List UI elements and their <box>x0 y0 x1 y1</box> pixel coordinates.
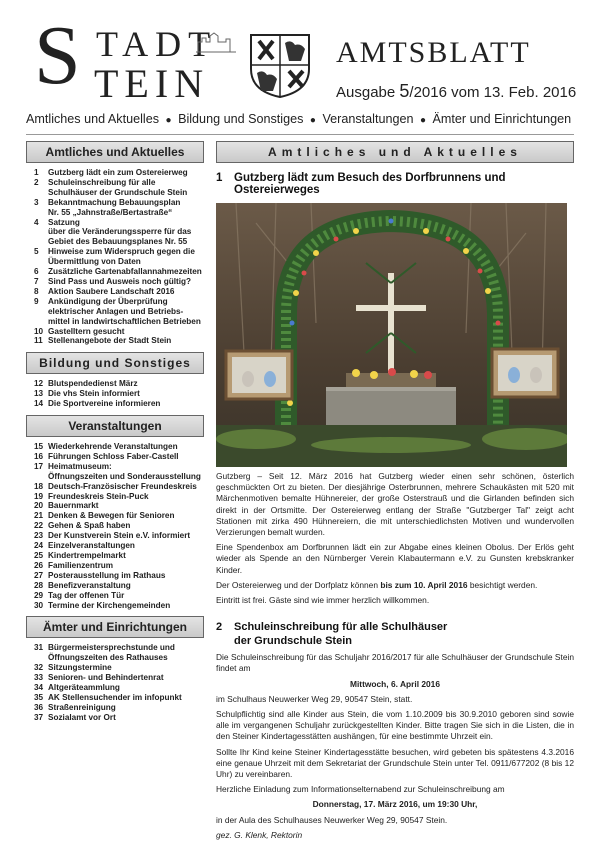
toc-item-number: 25 <box>34 551 44 560</box>
toc-item[interactable] <box>34 561 204 571</box>
toc-item-title: Die vhs Stein informiert <box>48 389 140 399</box>
toc-item-title: Satzung über die Veränderungssperre für das Gebiet des Bebauungsplanes Nr. 55 <box>48 217 192 247</box>
toc-item[interactable] <box>34 521 204 531</box>
toc-item-title: Freundeskreis Stein-Puck <box>48 491 149 501</box>
toc-item[interactable] <box>34 336 204 346</box>
toc-item-number: 29 <box>34 590 44 600</box>
stadt-stein-logo <box>34 9 244 106</box>
article-paragraph: Die Schuleinschreibung für das Schuljahr 2016/2017 für alle Schulhäuser der Grundschule Stein findet am <box>216 652 574 674</box>
toc-item[interactable] <box>34 168 204 178</box>
bullet-icon: ● <box>419 115 427 126</box>
article-paragraph: Eintritt ist frei. Gäste sind wie immer herzlich willkommen. <box>216 595 430 606</box>
toc-section-heading: Amtliches und Aktuelles <box>26 141 204 163</box>
toc-item-number: 4 <box>34 217 39 227</box>
toc-item[interactable] <box>34 501 204 511</box>
table-of-contents <box>26 141 204 729</box>
toc-item[interactable] <box>34 327 204 337</box>
easter-fountain-photo <box>216 203 567 467</box>
toc-item-title: AK Stellensuchender im infopunkt <box>48 692 182 702</box>
toc-item-title: Wiederkehrende Veranstaltungen <box>48 442 178 452</box>
toc-item[interactable] <box>34 581 204 591</box>
toc-item-number: 22 <box>34 521 44 531</box>
article-paragraph: Sollte Ihr Kind keine Steiner Kindertagesstätte besuchen, wird gebeten bis spätestens 4.3.2016 eine genaue Uhrzeit mit dem Sekretariat der Grundschule Stein unter Tel. 0911/677202 (8 bis 12 Uhr) zu vereinbaren. <box>216 746 574 780</box>
toc-item-title: Ankündigung der Überprüfung elektrischer Anlagen und Betriebs- mittel in landwirtschaftlichen Betrieben <box>48 296 201 326</box>
nav-item-aemter[interactable]: Ämter und Einrichtungen <box>432 112 572 126</box>
article-title-text: Gutzberg lädt zum Besuch des Dorfbrunnens und Ostereierweges <box>234 172 506 196</box>
toc-item[interactable] <box>34 713 204 723</box>
article-paragraph: Der Ostereierweg und der Dorfplatz können bis zum 10. April 2016 besichtigt werden. <box>216 579 538 590</box>
toc-item-title: Sitzungstermine <box>48 663 112 673</box>
toc-item[interactable] <box>34 198 204 218</box>
toc-item[interactable] <box>34 683 204 693</box>
signature: gez. G. Klenk, Rektorin <box>216 829 303 840</box>
event-date: Donnerstag, 17. März 2016, um 19:30 Uhr, <box>312 799 478 810</box>
toc-item-title: Senioren- und Behindertenrat <box>48 673 164 683</box>
toc-item[interactable] <box>34 492 204 502</box>
issue-date: /2016 vom 13. Feb. 2016 <box>409 84 577 101</box>
toc-item[interactable] <box>34 693 204 703</box>
toc-item-title: Denken & Bewegen für Senioren <box>48 511 175 521</box>
toc-item-title: Familienzentrum <box>48 560 114 570</box>
bullet-icon: ● <box>309 115 316 126</box>
toc-item[interactable] <box>34 551 204 561</box>
toc-item[interactable] <box>34 399 204 409</box>
logo-word-tadt: TADT <box>96 24 218 64</box>
article-paragraph: Eine Spendenbox am Dorfbrunnen lädt ein zur Abgabe eines kleinen Obolus. Der Erlös geht wieder als Spende an den Nürnberger Verein Klabautermann e.V. zu Gunsten krebskranker Kinder. <box>216 542 574 575</box>
toc-item-title: Sind Pass und Ausweis noch gültig? <box>48 276 191 286</box>
event-date: Mittwoch, 6. April 2016 <box>350 678 440 689</box>
toc-item-number: 37 <box>34 712 44 722</box>
toc-item-number: 28 <box>34 580 44 590</box>
toc-item[interactable] <box>34 462 204 482</box>
toc-item-number: 36 <box>34 702 44 712</box>
toc-item-title: Termine der Kirchengemeinden <box>48 600 171 610</box>
toc-item-title: Benefizveranstaltung <box>48 580 131 590</box>
toc-item-title: Kindertrempelmarkt <box>48 551 126 560</box>
toc-item[interactable] <box>34 703 204 713</box>
toc-item-number: 3 <box>34 197 39 207</box>
toc-list <box>26 442 204 610</box>
article-paragraph: Herzliche Einladung zum Informationselternabend zur Schuleinschreibung am <box>216 784 505 795</box>
toc-item-number: 17 <box>34 461 44 471</box>
toc-item-title: Bürgermeistersprechstunde und Öffnungszeiten des Rathauses <box>48 643 175 663</box>
toc-item[interactable] <box>34 673 204 683</box>
toc-item[interactable] <box>34 389 204 399</box>
toc-item-title: Bekanntmachung Bebauungsplan Nr. 55 „Jahnstraße/Bertastraße“ <box>48 197 181 217</box>
toc-list <box>26 168 204 346</box>
issue-prefix: Ausgabe <box>336 84 396 101</box>
toc-item[interactable] <box>34 643 204 663</box>
toc-section-heading: Bildung und Sonstiges <box>26 352 204 374</box>
toc-item[interactable] <box>34 277 204 287</box>
toc-item[interactable] <box>34 591 204 601</box>
toc-item-title: Gastelltern gesucht <box>48 326 125 336</box>
toc-item-title: Sozialamt vor Ort <box>48 712 116 722</box>
article-title <box>216 620 574 648</box>
toc-item-number: 34 <box>34 683 44 693</box>
toc-list <box>26 379 204 409</box>
toc-item-number: 9 <box>34 296 39 306</box>
toc-section-heading: Veranstaltungen <box>26 415 204 437</box>
toc-item[interactable] <box>34 663 204 673</box>
toc-item-number: 11 <box>34 336 43 346</box>
toc-item-title: Führungen Schloss Faber-Castell <box>48 451 179 461</box>
toc-item-number: 12 <box>34 379 44 389</box>
toc-item-number: 20 <box>34 501 44 511</box>
toc-item-number: 23 <box>34 531 44 541</box>
toc-item-title: Gehen & Spaß haben <box>48 521 131 531</box>
nav-item-bildung[interactable]: Bildung und Sonstiges <box>178 112 304 126</box>
section-heading: Amtliches und Aktuelles <box>216 141 574 163</box>
toc-item-title: Deutsch-Französischer Freundeskreis <box>48 481 197 491</box>
toc-item[interactable] <box>34 442 204 452</box>
toc-item-title: Bauernmarkt <box>48 501 99 511</box>
toc-item-title: Schuleinschreibung für alle Schulhäuser der Grundschule Stein <box>48 177 188 197</box>
toc-item[interactable] <box>34 287 204 297</box>
toc-item[interactable] <box>34 531 204 541</box>
toc-item-number: 32 <box>34 663 44 673</box>
logo-word-tein: TEIN <box>94 61 210 106</box>
toc-item-number: 13 <box>34 389 44 399</box>
toc-list <box>26 643 204 722</box>
toc-item-title: Posterausstellung im Rathaus <box>48 570 166 580</box>
toc-item[interactable] <box>34 267 204 277</box>
deadline-date: bis zum 10. April 2016 <box>380 579 468 590</box>
toc-item-number: 6 <box>34 267 39 277</box>
toc-item-number: 19 <box>34 491 44 501</box>
toc-item-title: Die Sportvereine informieren <box>48 399 161 409</box>
toc-item-number: 5 <box>34 247 39 257</box>
article-paragraph: in der Aula des Schulhauses Neuwerker Weg 29, 90547 Stein. <box>216 814 448 825</box>
toc-item-number: 10 <box>34 326 44 336</box>
toc-item[interactable] <box>34 482 204 492</box>
toc-item-title: Tag der offenen Tür <box>48 590 125 600</box>
toc-item-title: Blutspendedienst März <box>48 379 138 389</box>
article-number: 1 <box>216 172 223 184</box>
toc-item[interactable] <box>34 178 204 198</box>
nav-item-veranstaltungen[interactable]: Veranstaltungen <box>322 112 414 126</box>
castle-icon <box>196 32 236 54</box>
toc-item[interactable] <box>34 452 204 462</box>
toc-item[interactable] <box>34 247 204 267</box>
toc-item-number: 2 <box>34 177 39 187</box>
toc-item-title: Gutzberg lädt ein zum Ostereierweg <box>48 168 188 177</box>
toc-item-title: Hinweise zum Widerspruch gegen die Übermittlung von Daten <box>48 247 195 267</box>
toc-item-title: Straßenreinigung <box>48 702 116 712</box>
section-nav <box>26 112 574 130</box>
toc-item[interactable] <box>34 601 204 611</box>
article-title-text: Schuleinschreibung für alle Schulhäuser der Grundschule Stein <box>234 621 448 648</box>
toc-item[interactable] <box>34 541 204 551</box>
publication-title: AMTSBLATT <box>336 36 531 69</box>
article-paragraph: im Schulhaus Neuwerker Weg 29, 90547 Stein, statt. <box>216 693 413 704</box>
toc-item-number: 16 <box>34 451 44 461</box>
toc-item-title: Aktion Saubere Landschaft 2016 <box>48 286 175 296</box>
toc-item-number: 18 <box>34 481 44 491</box>
article-paragraph: Schulpflichtig sind alle Kinder aus Stein, die vom 1.10.2009 bis 30.9.2010 geboren sind sowie alle im vergangenen Schuljahr zurückgestellten Kinder. Bitte tragen Sie sich in die Listen, die in den Steiner Kindertagesstätten aushängen, für eine bestimmte Uhrzeit ein. <box>216 709 574 742</box>
divider <box>26 134 574 135</box>
masthead <box>0 0 600 108</box>
toc-item-title: Stellenangebote der Stadt Stein <box>48 336 172 346</box>
toc-item[interactable] <box>34 511 204 521</box>
toc-item-number: 14 <box>34 399 44 409</box>
toc-item-number: 30 <box>34 600 44 610</box>
toc-item[interactable] <box>34 297 204 327</box>
toc-item-number: 21 <box>34 511 44 521</box>
issue-number: 5 <box>399 81 410 101</box>
toc-item[interactable] <box>34 571 204 581</box>
article-paragraph: Gutzberg – Seit 12. März 2016 hat Gutzberg wieder einen sehr schönen, österlich geschmückten Ort zu bieten. Der diesjährige Osterbrunnen, mehrere Schaukästen mit 520 mit Märchenmotiven bemalte Hühnereier, der große Osterstrauß und die Girlanden befinden sich direkt in der Ortsmitte. Der Ostereierweg entlang der Straße "Gutzberger Tal" zeigt acht Stationen mit zirka 490 Hühnereiern, die mit unterschiedlichsten Motiven und wundervollen Verzierungen bemalt wurden. <box>216 471 574 538</box>
toc-item-number: 33 <box>34 673 44 683</box>
toc-item-number: 8 <box>34 286 39 296</box>
nav-item-amtliches[interactable]: Amtliches und Aktuelles <box>26 112 160 126</box>
bullet-icon: ● <box>165 115 172 126</box>
toc-item-number: 35 <box>34 692 44 702</box>
toc-item-title: Einzelveranstaltungen <box>48 541 135 551</box>
toc-item-number: 15 <box>34 442 44 452</box>
toc-item-number: 31 <box>34 643 44 653</box>
toc-item-title: Altgeräteammlung <box>48 683 120 693</box>
article-number: 2 <box>216 621 223 634</box>
toc-item-number: 27 <box>34 570 44 580</box>
toc-item[interactable] <box>34 218 204 248</box>
coat-of-arms-icon <box>249 33 311 99</box>
toc-item-title: Der Kunstverein Stein e.V. informiert <box>48 531 191 541</box>
logo-letter-s: S <box>34 9 81 102</box>
toc-item-title: Zusätzliche Gartenabfallannahmezeiten <box>48 267 202 277</box>
toc-item-title: Heimatmuseum: Öffnungszeiten und Sonderausstellung <box>48 461 201 481</box>
toc-item-number: 1 <box>34 168 39 177</box>
toc-section-heading: Ämter und Einrichtungen <box>26 616 204 638</box>
article-title <box>216 172 574 196</box>
issue-line <box>336 81 576 102</box>
toc-item-number: 7 <box>34 276 39 286</box>
main-content <box>216 141 574 841</box>
toc-item-number: 24 <box>34 541 44 551</box>
toc-item-number: 26 <box>34 560 44 570</box>
toc-item[interactable] <box>34 379 204 389</box>
